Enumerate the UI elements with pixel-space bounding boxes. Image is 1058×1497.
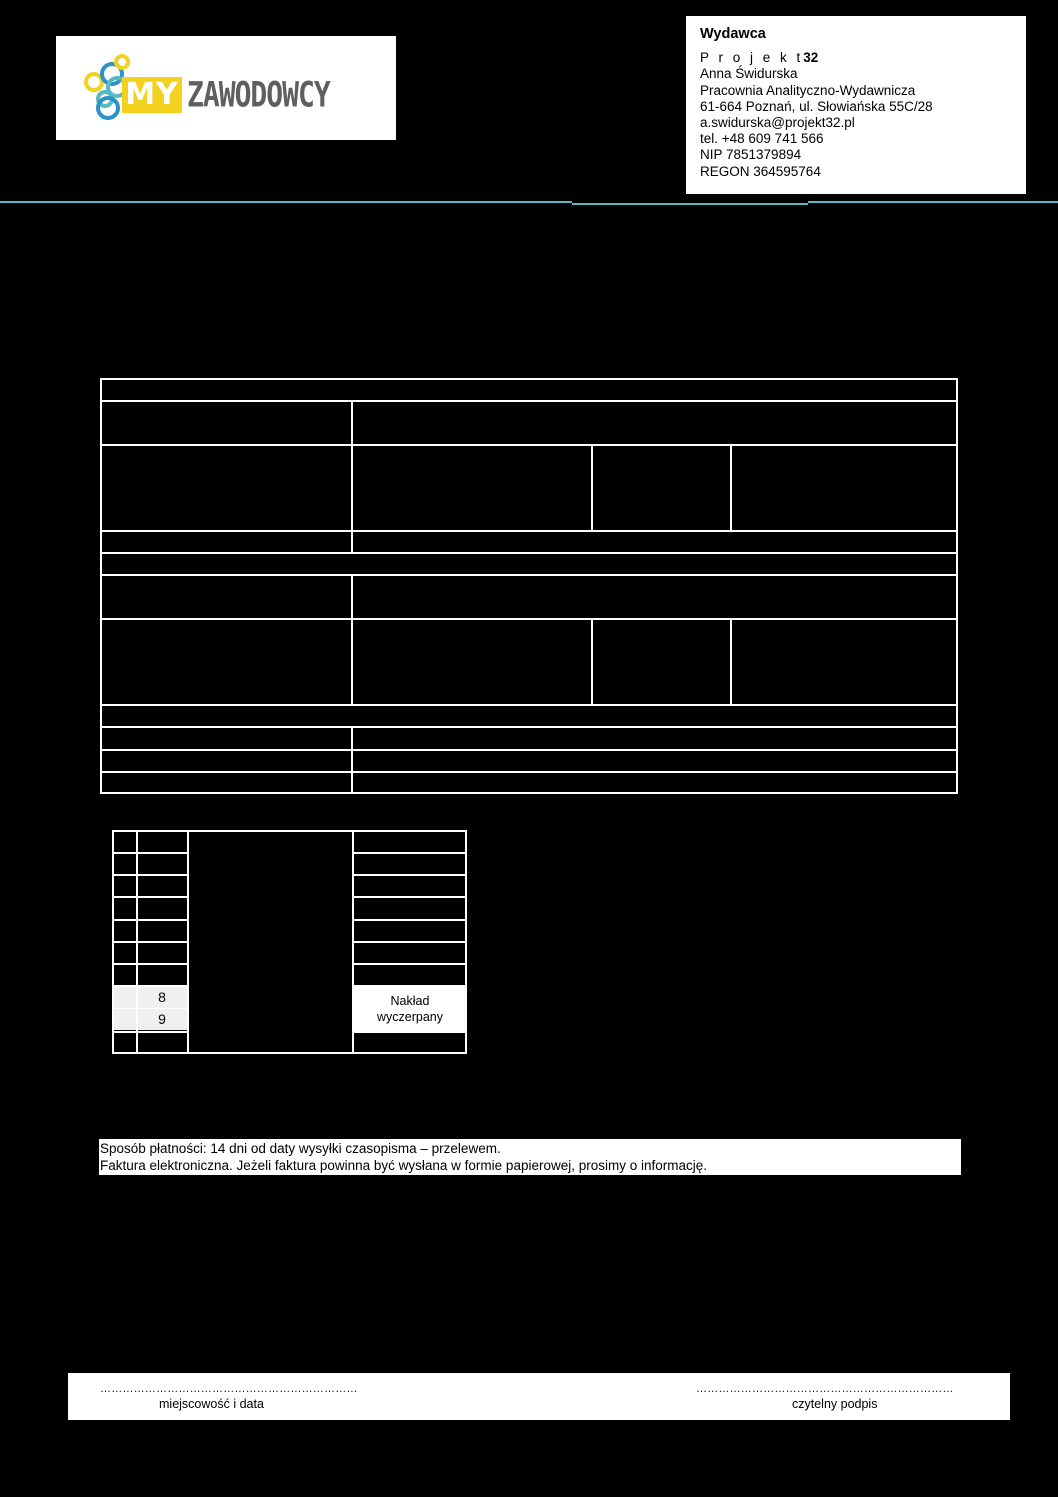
- publisher-box: [686, 16, 1026, 194]
- table-divider: [100, 726, 958, 728]
- publisher-brand-letters: P r o j e k t: [700, 50, 804, 66]
- table-divider: [100, 771, 958, 773]
- logo-my-text: MY: [122, 77, 182, 113]
- table-divider: [591, 444, 593, 532]
- table-divider: [352, 919, 467, 921]
- table-divider: [730, 618, 732, 706]
- publisher-title: Wydawca: [700, 26, 766, 42]
- publisher-address: 61-664 Poznań, ul. Słowiańska 55C/28: [700, 98, 933, 114]
- table-divider: [100, 749, 958, 751]
- table-divider: [100, 444, 958, 446]
- table-divider: [100, 574, 958, 576]
- header-separator: [572, 203, 808, 205]
- header-separator: [0, 201, 572, 203]
- table-divider: [112, 963, 189, 965]
- table-divider: [112, 1031, 189, 1033]
- table-divider: [100, 400, 958, 402]
- publisher-brand: [700, 50, 1026, 66]
- header-separator: [808, 201, 1058, 203]
- signature-area: [68, 1373, 1010, 1420]
- out-of-print-note: [354, 987, 466, 1031]
- order-form-table: [100, 378, 958, 794]
- table-divider: [112, 874, 189, 876]
- table-divider: [112, 919, 189, 921]
- publisher-email[interactable]: a.swidurska@projekt32.pl: [700, 115, 855, 131]
- publisher-company: Pracownia Analityczno-Wydawnicza: [700, 82, 916, 98]
- out-of-print-line: wyczerpany: [377, 1010, 443, 1024]
- table-divider: [351, 400, 353, 554]
- gear-icon: [114, 54, 130, 70]
- place-date-label: miejscowość i data: [159, 1397, 264, 1411]
- table-divider: [591, 618, 593, 706]
- table-divider: [112, 852, 189, 854]
- invoice-info: Faktura elektroniczna. Jeżeli faktura powinna być wysłana w formie papierowej, prosimy o informację.: [100, 1158, 708, 1173]
- publisher-name: Anna Świdurska: [700, 66, 798, 82]
- table-divider: [112, 896, 189, 898]
- table-divider: [352, 1031, 467, 1033]
- table-divider: [352, 941, 467, 943]
- table-divider: [100, 530, 958, 532]
- place-date-line: ……………………………………………………………: [100, 1383, 358, 1395]
- table-divider: [100, 704, 958, 706]
- signature-label: czytelny podpis: [792, 1397, 878, 1411]
- signature-line: ……………………………………………………………: [696, 1383, 954, 1395]
- table-divider: [112, 941, 189, 943]
- issue-cell: [114, 1009, 136, 1030]
- logo-zawodowcy-text: ZAWODOWCY: [187, 73, 330, 115]
- table-divider: [352, 852, 467, 854]
- table-divider: [351, 574, 353, 706]
- out-of-print-line: Nakład: [390, 994, 430, 1008]
- table-divider: [100, 552, 958, 554]
- table-divider: [730, 444, 732, 532]
- publisher-regon: REGON 364595764: [700, 163, 821, 179]
- table-divider: [351, 726, 353, 794]
- publisher-nip: NIP 7851379894: [700, 147, 802, 163]
- table-divider: [100, 618, 958, 620]
- payment-method: Sposób płatności: 14 dni od daty wysyłki czasopisma – przelewem.: [100, 1141, 501, 1156]
- issue-number: 8: [158, 989, 166, 1005]
- payment-info: [99, 1139, 961, 1175]
- table-divider: [352, 874, 467, 876]
- publisher-phone: tel. +48 609 741 566: [700, 131, 824, 147]
- table-divider: [352, 896, 467, 898]
- issue-cell: [114, 987, 136, 1008]
- gear-icon: [96, 96, 120, 120]
- table-divider: [352, 963, 467, 965]
- issue-number: 9: [158, 1011, 166, 1027]
- publisher-brand-number: 32: [803, 50, 819, 66]
